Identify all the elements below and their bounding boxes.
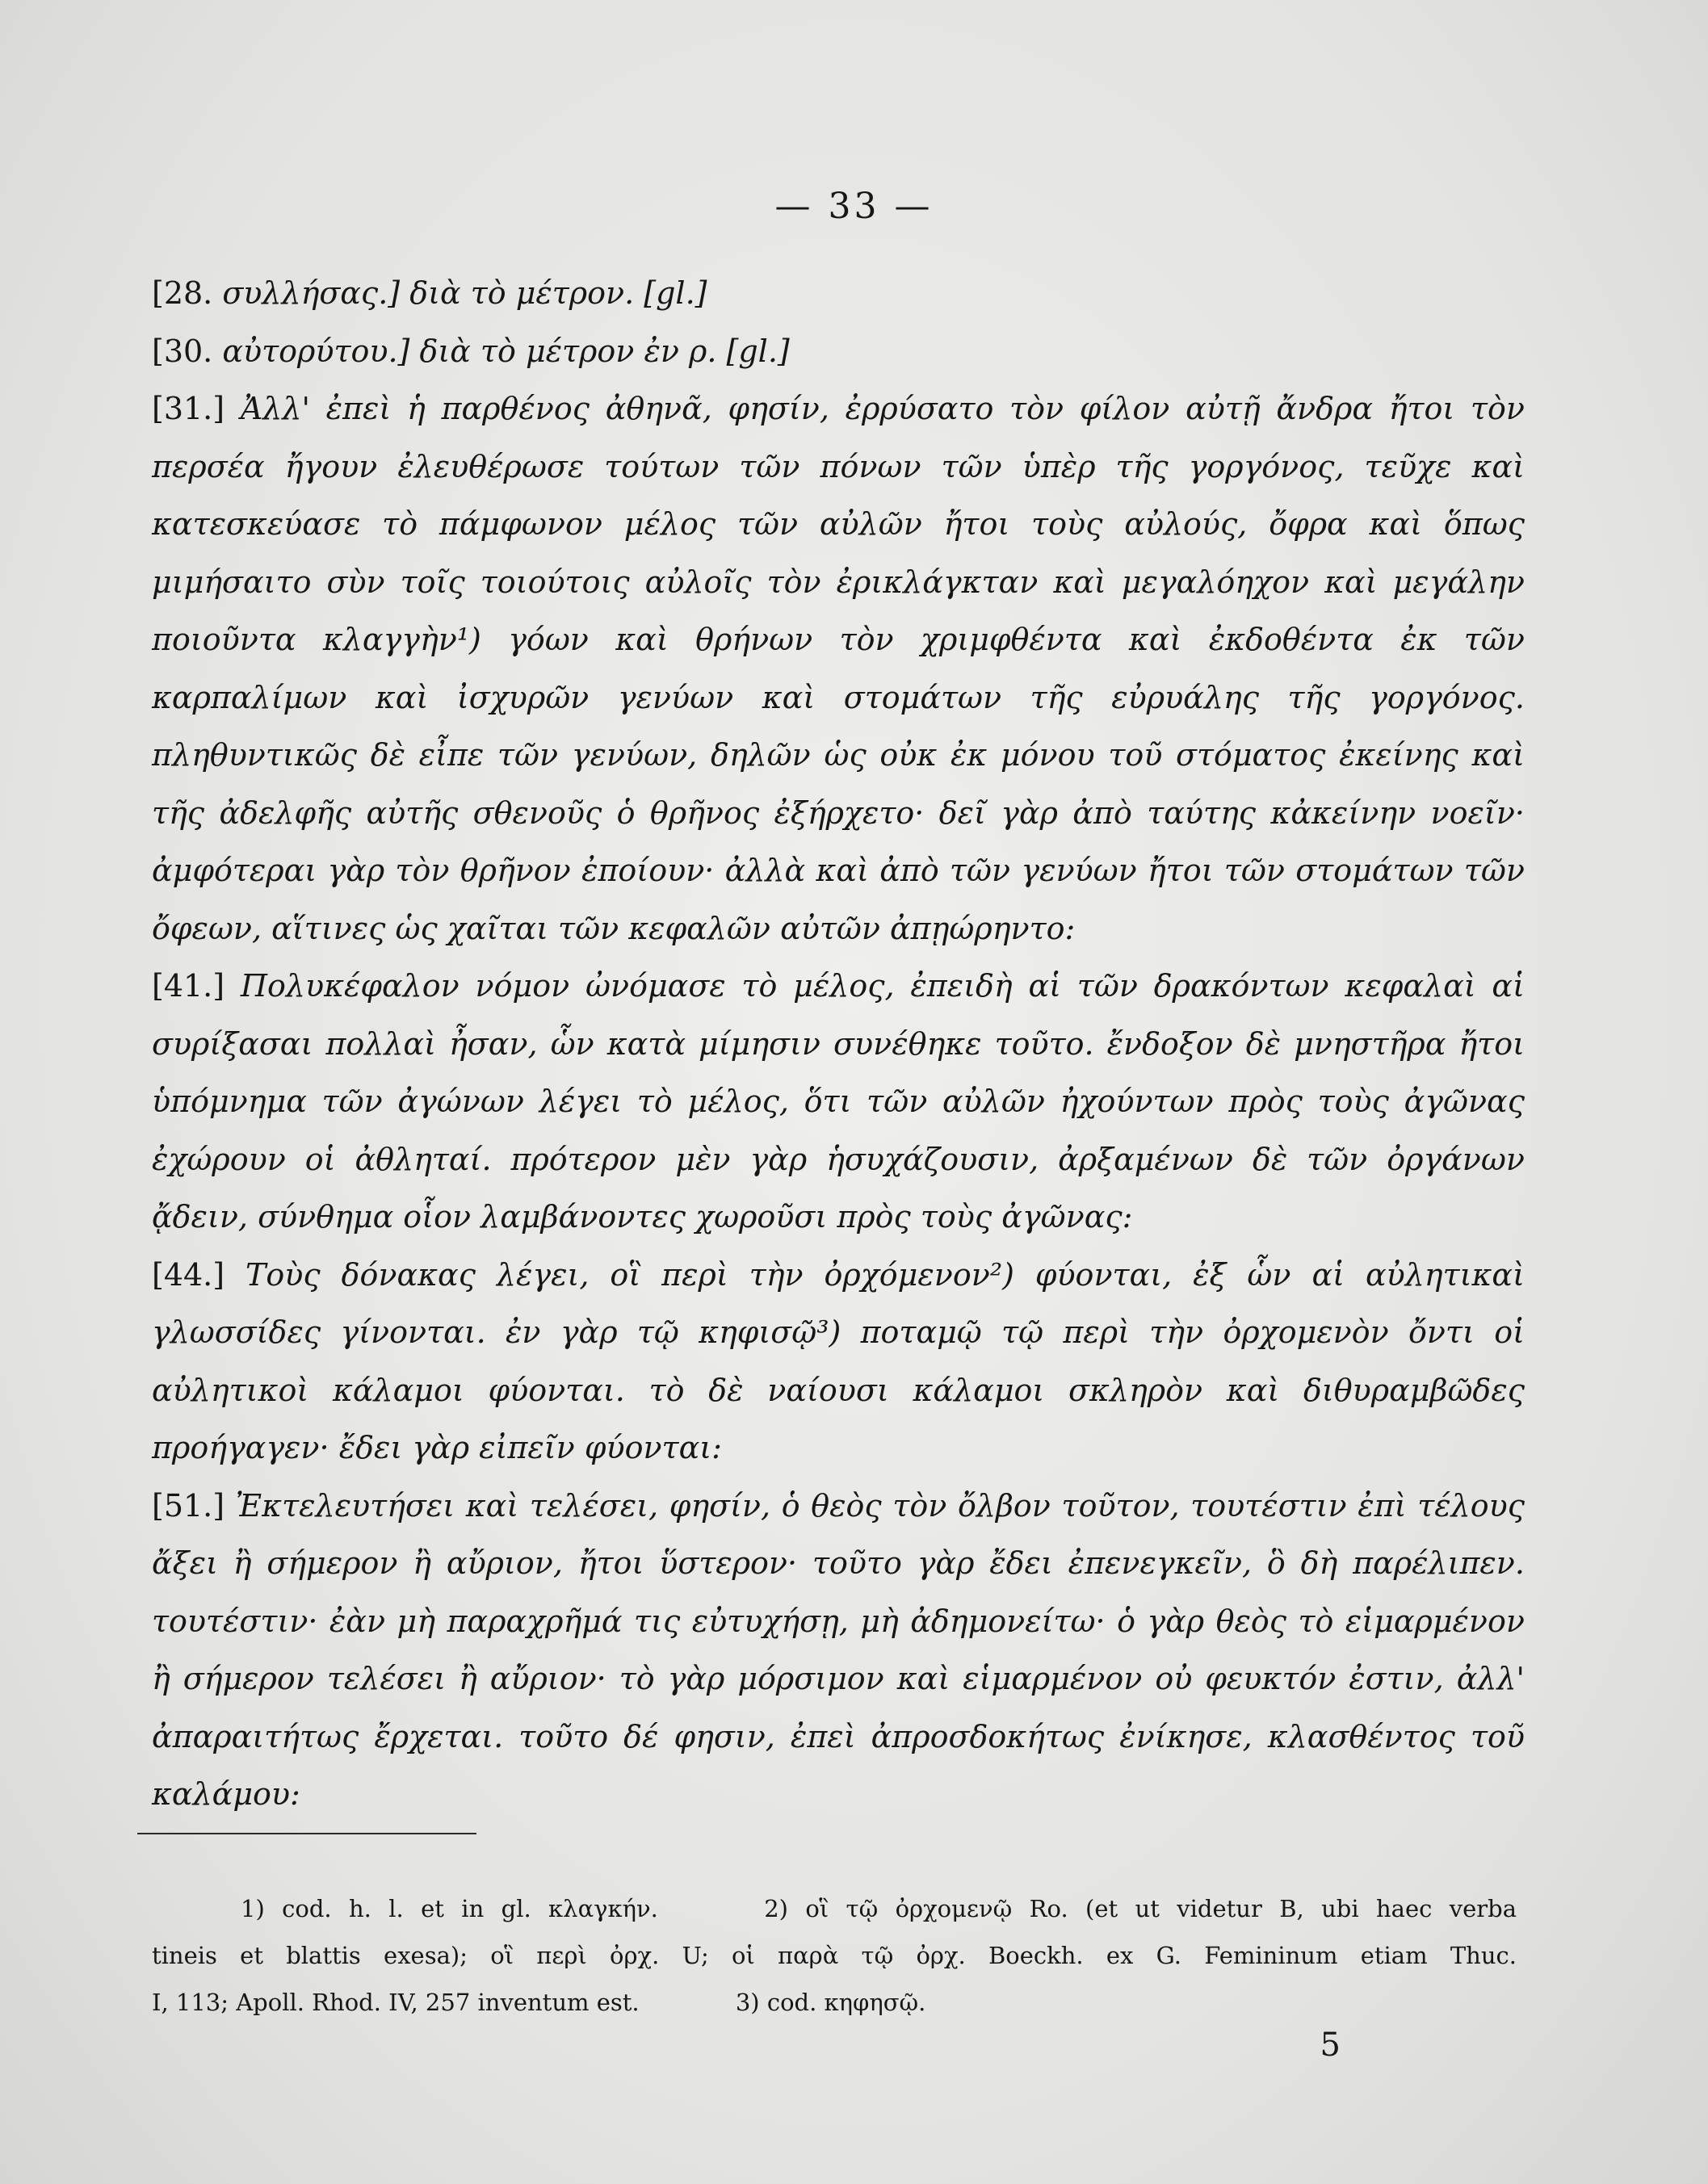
footnote-line bbox=[152, 1932, 1517, 1979]
paragraph-51 bbox=[152, 1478, 1525, 1824]
verse-reference: [41.] bbox=[152, 968, 225, 1004]
footnote-divider bbox=[137, 1833, 476, 1834]
paragraph-text: Τοὺς δόνακας λέγει, οἳ περὶ τὴν ὀρχόμενον²) φύονται, ἐξ ὧν αἱ αὐλητικαὶ γλωσσίδες γίνονται. ἐν γὰρ τῷ κηφισῷ³) ποταμῷ τῷ περὶ τὴν ὀρχομενὸν ὄντι οἱ αὐλητικοὶ κάλαμοι φύονται. τὸ δὲ ναίουσι κάλαμοι σκληρὸν καὶ διθυραμβῶδες προήγαγεν· ἔδει γὰρ εἰπεῖν φύονται: bbox=[152, 1256, 1525, 1465]
footnote-line bbox=[152, 1885, 1517, 1932]
footnote-2: 2) οἳ τῷ ὀρχομενῷ Ro. (et ut videtur B, ubi haec verba bbox=[764, 1895, 1517, 1922]
paragraph-30 bbox=[152, 323, 1525, 381]
paragraph-44 bbox=[152, 1247, 1525, 1478]
verse-reference: [30. bbox=[152, 333, 213, 369]
paragraph-text: Ἀλλ' ἐπεὶ ἡ παρθένος ἀθηνᾶ, φησίν, ἐρρύσατο τὸν φίλον αὐτῇ ἄνδρα ἤτοι τὸν περσέα ἤγουν ἐλευθέρωσε τούτων τῶν πόνων τῶν ὑπὲρ τῆς γοργόνος, τεῦχε καὶ κατεσκεύασε τὸ πάμφωνον μέλος τῶν αὐλῶν ἤτοι τοὺς αὐλούς, ὄφρα καὶ ὅπως μιμήσαιτο σὺν τοῖς τοιούτοις αὐλοῖς τὸν ἐρικλάγκταν καὶ μεγαλόηχον καὶ μεγάλην ποιοῦντα κλαγγὴν¹) γόων καὶ θρήνων τὸν χριμφθέντα καὶ ἐκδοθέντα ἐκ τῶν καρπαλίμων καὶ ἰσχυρῶν γενύων καὶ στομάτων τῆς εὐρυάλης τῆς γοργόνος. πληθυντικῶς δὲ εἶπε τῶν γενύων, δηλῶν ὡς οὐκ ἐκ μόνου τοῦ στόματος ἐκείνης καὶ τῆς ἀδελφῆς αὐτῆς σθενοῦς ὁ θρῆνος ἐξήρχετο· δεῖ γὰρ ἀπὸ ταύτης κἀκείνην νοεῖν· ἀμφότεραι γὰρ τὸν θρῆνον ἐποίουν· ἀλλὰ καὶ ἀπὸ τῶν γενύων ἤτοι τῶν στομάτων τῶν ὄφεων, αἵτινες ὡς χαῖται τῶν κεφαλῶν αὐτῶν ἀπῃώρηντο: bbox=[152, 391, 1525, 946]
footnote-3: 3) cod. κηφησῷ. bbox=[735, 1989, 926, 2016]
paragraph-text: συλλήσας.] διὰ τὸ μέτρον. [gl.] bbox=[222, 275, 707, 311]
verse-reference: [44.] bbox=[152, 1256, 225, 1293]
paragraph-text: Πολυκέφαλον νόμον ὠνόμασε τὸ μέλος, ἐπειδὴ αἱ τῶν δρακόντων κεφαλαὶ αἱ συρίξασαι πολλαὶ ἦσαν, ὧν κατὰ μίμησιν συνέθηκε τοῦτο. ἔνδοξον δὲ μνηστῆρα ἤτοι ὑπόμνημα τῶν ἀγώνων λέγει τὸ μέλος, ὅτι τῶν αὐλῶν ἠχούντων πρὸς τοὺς ἀγῶνας ἐχώρουν οἱ ἀθληταί. πρότερον μὲν γὰρ ἡσυχάζουσιν, ἀρξαμένων δὲ τῶν ὀργάνων ᾄδειν, σύνθημα οἷον λαμβάνοντες χωροῦσι πρὸς τοὺς ἀγῶνας: bbox=[152, 968, 1525, 1235]
signature-mark: 5 bbox=[1320, 2027, 1341, 2064]
paragraph-text: αὐτορύτου.] διὰ τὸ μέτρον ἐν ρ. [gl.] bbox=[222, 333, 790, 369]
footnote-1: 1) cod. h. l. et in gl. κλαγκήν. bbox=[241, 1895, 658, 1922]
paragraph-text: Ἐκτελευτήσει καὶ τελέσει, φησίν, ὁ θεὸς τὸν ὄλβον τοῦτον, τουτέστιν ἐπὶ τέλους ἄξει ἢ σήμερον ἢ αὔριον, ἤτοι ὕστερον· τοῦτο γὰρ ἔδει ἐπενεγκεῖν, ὃ δὴ παρέλιπεν. τουτέστιν· ἐὰν μὴ παραχρῆμά τις εὐτυχήσῃ, μὴ ἀδημονείτω· ὁ γὰρ θεὸς τὸ εἱμαρμένον ἢ σήμερον τελέσει ἢ αὔριον· τὸ γὰρ μόρσιμον καὶ εἱμαρμένον οὐ φευκτόν ἐστιν, ἀλλ' ἀπαραιτήτως ἔρχεται. τοῦτο δέ φησιν, ἐπεὶ ἀπροσδοκήτως ἐνίκησε, κλασθέντος τοῦ καλάμου: bbox=[152, 1487, 1525, 1812]
paragraph-41 bbox=[152, 958, 1525, 1247]
verse-reference: [28. bbox=[152, 275, 213, 311]
footnotes bbox=[152, 1885, 1517, 2026]
page-number: — 33 — bbox=[774, 186, 934, 227]
footnote-2-end: I, 113; Apoll. Rhod. IV, 257 inventum est. bbox=[152, 1989, 640, 2016]
paragraph-28 bbox=[152, 265, 1525, 323]
footnote-2-continued: tineis et blattis exesa); οἳ περὶ ὀρχ. U; οἱ παρὰ τῷ ὀρχ. Boeckh. ex G. Femininum etiam Thuc. bbox=[152, 1942, 1517, 1969]
verse-reference: [51.] bbox=[152, 1487, 225, 1524]
verse-reference: [31.] bbox=[152, 391, 225, 426]
footnote-line bbox=[152, 1979, 1517, 2026]
commentary-text bbox=[152, 265, 1525, 1824]
paragraph-31 bbox=[152, 380, 1525, 958]
